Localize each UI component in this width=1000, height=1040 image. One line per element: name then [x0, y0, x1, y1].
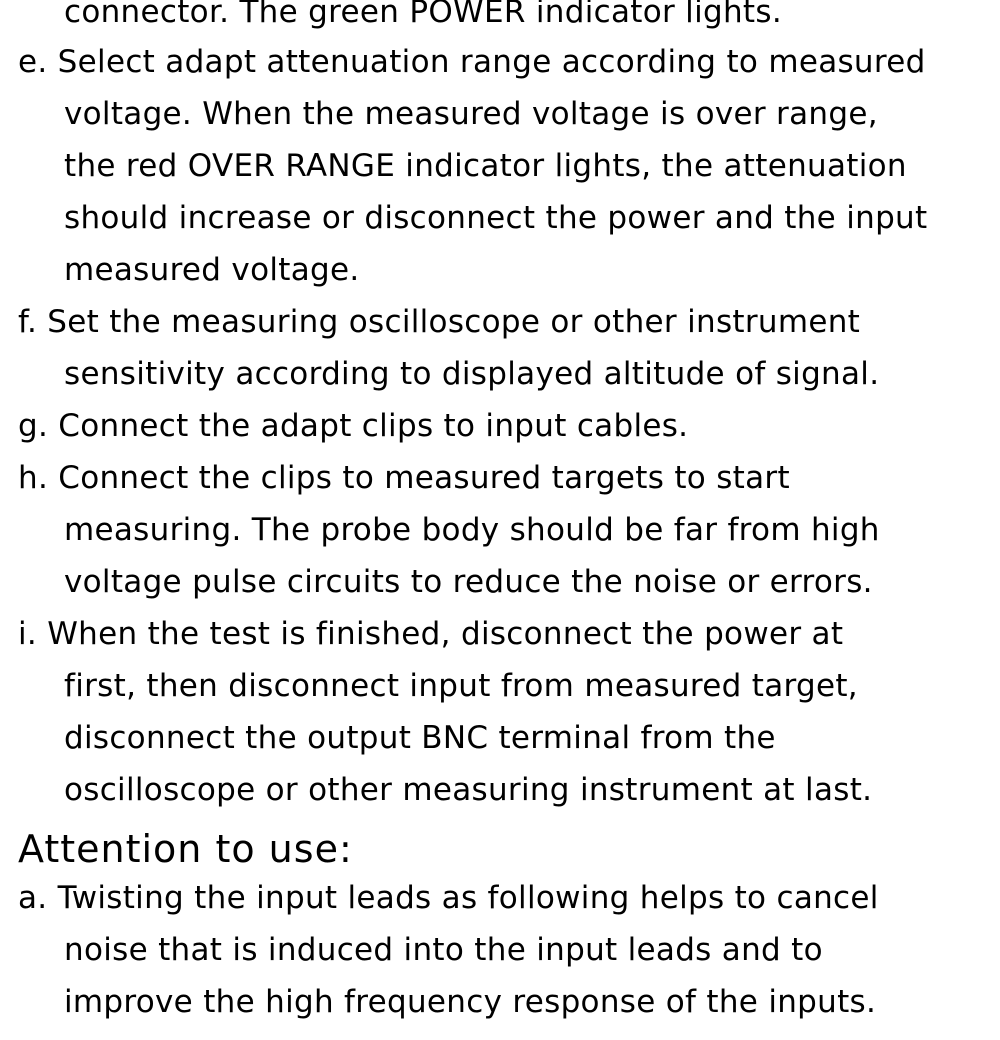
step-g-line-1: g. Connect the adapt clips to input cables.: [18, 408, 689, 444]
step-i-line-1: i. When the test is finished, disconnect the power at: [18, 616, 844, 652]
step-f-line-2: sensitivity according to displayed altitude of signal.: [64, 356, 880, 392]
attention-a-line-2: noise that is induced into the input leads and to: [64, 932, 823, 968]
step-e-line-4: should increase or disconnect the power and the input: [64, 200, 928, 236]
step-e-line-5: measured voltage.: [64, 252, 360, 288]
step-h-line-3: voltage pulse circuits to reduce the noise or errors.: [64, 564, 873, 600]
attention-a-line-3: improve the high frequency response of the inputs.: [64, 984, 877, 1020]
step-e-line-2: voltage. When the measured voltage is over range,: [64, 96, 878, 132]
attention-a-line-1: a. Twisting the input leads as following helps to cancel: [18, 880, 879, 916]
step-f-line-1: f. Set the measuring oscilloscope or other instrument: [18, 304, 861, 340]
step-e-line-1: e. Select adapt attenuation range according to measured: [18, 44, 926, 80]
attention-heading: Attention to use:: [18, 827, 353, 871]
step-i-line-2: first, then disconnect input from measured target,: [64, 668, 858, 704]
step-i-line-3: disconnect the output BNC terminal from the: [64, 720, 776, 756]
step-d-continuation: connector. The green POWER indicator lights.: [64, 0, 782, 30]
step-h-line-2: measuring. The probe body should be far from high: [64, 512, 880, 548]
step-h-line-1: h. Connect the clips to measured targets to start: [18, 460, 790, 496]
step-e-line-3: the red OVER RANGE indicator lights, the attenuation: [64, 148, 907, 184]
step-i-line-4: oscilloscope or other measuring instrument at last.: [64, 772, 873, 808]
